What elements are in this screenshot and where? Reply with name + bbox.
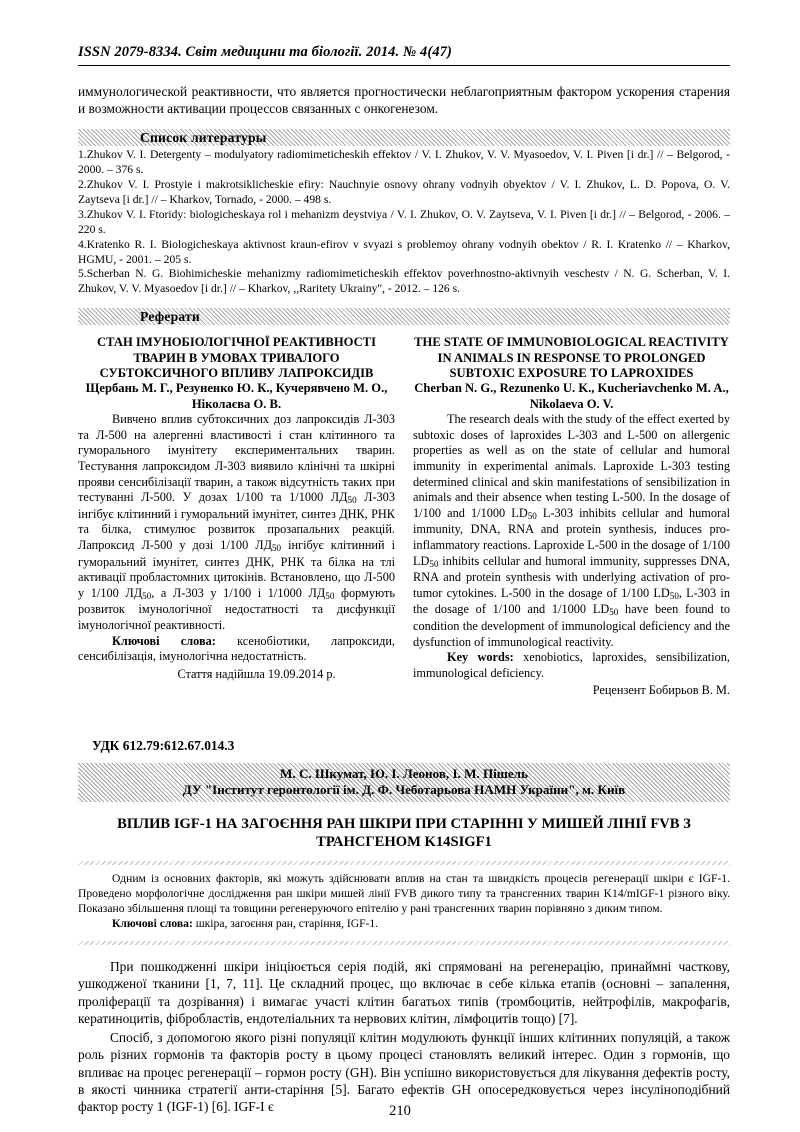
running-head-rule: [78, 65, 730, 66]
abstract-body-en-p1: The research deals with the study of the effect exerted by subtoxic doses of laproxides L-303 and L-500 on allergenic properties as well as on the state of cellular and humoral immunity in experimental animals. Laproxide L-303 testing determined clinical and skin manifestations of sensibilization in animals and their absence when testing L-500. In the dosage of 1/100 and 1/1000 LD: [413, 412, 730, 520]
intro-paragraph: иммунологической реактивности, что является прогностически неблагоприятным фактором ускорения старения и возможности активации процессов связанных с онкогенезом.: [78, 84, 730, 117]
page-number: 210: [389, 1103, 411, 1119]
abstract-body-en-p5: have been found to condition the development of immunological deficiency and the dysfunction of immunological reactivity.: [413, 602, 730, 649]
abstract-title-en: THE STATE OF IMMUNOBIOLOGICAL REACTIVITY IN ANIMALS IN RESPONSE TO PROLONGED SUBTOXIC EXPOSURE TO LAPROXIDES: [414, 335, 729, 381]
article-body: [78, 958, 730, 1116]
abstract-body-en-p2: L-303 inhibits cellular and humoral immunity, DNA, RNA and protein synthesis, induces pro-inflammatory reactions. Laproxide L-500 in the dosage of 1/100 LD: [413, 505, 730, 568]
article-affiliation: ДУ "Інститут геронтології ім. Д. Ф. Чеботарьова НАМН України", м. Київ: [182, 781, 626, 797]
article-keywords-label: Ключові слова:: [112, 916, 193, 930]
abstract-received-date: Стаття надійшла 19.09.2014 р.: [177, 666, 336, 681]
abstract-sub-ua-4: 50: [325, 590, 335, 601]
abstract-body-ua-p1: Вивчено вплив субтоксичних доз лапроксидів Л-303 та Л-500 на алергенні властивості і стан клітинного та гуморального імунітету експериментальних тварин. Тестування лапроксидом Л-303 виявило клінічні та шкірні прояви сенсибілізації тварин, а також відсутність таких при тестуванні Л-500. У дозах 1/100 та 1/1000 ЛД: [78, 412, 395, 505]
abstract-body-ua-p5: формують розвиток імунологічної недостатності та дисфункції імунологічної реактивності.: [78, 585, 395, 632]
abstract-sub-ua-3: 50: [142, 590, 152, 601]
abstracts-heading-bar: [78, 308, 730, 325]
abstract-authors-ua: Щербань М. Г., Резуненко Ю. К., Кучерявчено М. О., Ніколаєва О. В.: [85, 381, 388, 411]
abstract-body-ua-p4: , а Л-303 у 1/100 і 1/1000 ЛД: [151, 585, 326, 600]
abstract-sub-en-1: 50: [527, 510, 537, 521]
reference-item: 2.Zhukov V. I. Prostyie i makrotsiklicheskie efiry: Nauchnyie osnovy ohrany vodnyih obyektov / V. I. Zhukov, L. D. Popova, O. V. Zaytseva [i dr.] // – Kharkov, Tornado, - 2000. – 498 s.: [78, 177, 730, 206]
divider-top: [78, 861, 730, 865]
article-keywords-text: шкіра, загоєння ран, старіння, IGF-1.: [192, 916, 379, 930]
abstract-body-ua: [78, 412, 395, 633]
abstract-body-ua-p2: Л-303 інгібує клітинний і гуморальний імунітет, синтез ДНК, РНК та білка, стимулює розвиток прозапальних реакцій. Лапроксид Л-500 у дозі 1/100 ЛД: [78, 490, 395, 552]
abstract-title-ua: СТАН ІМУНОБІОЛОГІЧНОЇ РЕАКТИВНОСТІ ТВАРИН В УМОВАХ ТРИВАЛОГО СУБТОКСИЧНОГО ВПЛИВУ ЛАПРОКСИДІВ: [97, 335, 376, 381]
abstract-sub-ua-1: 50: [347, 495, 357, 506]
abstract-sub-ua-2: 50: [271, 543, 282, 553]
abstracts-heading-label: Реферати: [140, 309, 200, 325]
abstract-body-en-p3: inhibits cellular and humoral immunity, suppresses DNA, RNA and protein synthesis with underlying activation of pro-tumor cytokines. L-500 in the dosage of 1/100 LD: [413, 553, 730, 600]
abstract-keywords-label-en: Key words:: [447, 650, 514, 665]
article-paragraph-2: Спосіб, з допомогою якого різні популяції клітин модулюють функції інших клітинних популяцій, а також роль різних гормонів та факторів росту в цьому процесі становлять великий інтерес. Один з гормонів, що впливає на процес регенерації – гормон росту (GH). Він успішно використовується для лікування дефектів росту, в якості чинника стратегії анти-старіння [5]. Багато ефектів GH опосередковується через інсуліноподібний фактор росту 1 (IGF-1) [6]. IGF-I є: [78, 1029, 730, 1115]
abstract-authors-en: Cherban N. G., Rezunenko U. K., Kucheriavchenko M. A., Nikolaeva O. V.: [414, 381, 729, 411]
abstract-body-ua-p3: інгібує клітинний і гуморальний імунітет, синтез ДНК, РНК та білка на тлі активації пробластомних цитокінів. Встановлено, що Л-500 у 1/100 ЛД: [78, 538, 396, 600]
reference-item: 5.Scherban N. G. Biohimicheskie mehanizmy radiomimeticheskih effektov poverhnostno-aktivnyih veschestv / N. G. Scherban, V. I. Zhukov, V. V. Myasoedov [i dr.] // – Kharkov, ,,Raritety Ukrainy", - 2012. – 126 s.: [78, 267, 730, 296]
udk-code: УДК 612.79:612.67.014.3: [92, 737, 235, 753]
abstract-keywords-label-ua: Ключові слова:: [112, 633, 216, 648]
abstract-keywords-text-ua: ксенобіотики, лапроксиди, сенсибілізація, імунологічна недостатність.: [78, 633, 395, 664]
abstract-column-english: [413, 335, 730, 710]
references-heading-label: Список литературы: [140, 129, 267, 145]
abstracts-columns: [78, 335, 730, 710]
reference-item: 4.Kratenko R. I. Biologicheskaya aktivnost kraun-efirov v svyazi s problemoy ohrany vodnyih obektov / R. I. Kratenko // – Kharkov, HGMU, - 2001. – 205 s.: [78, 237, 730, 266]
abstract-sub-en-3: 50: [669, 590, 679, 601]
abstract-reviewer: Рецензент Бобирьов В. М.: [592, 683, 730, 698]
article-keywords: [78, 916, 730, 931]
reference-list: [78, 148, 730, 298]
abstract-sub-en-4: 50: [609, 607, 619, 618]
article-author-bar: [78, 763, 730, 802]
article-paragraph-1: При пошкодженні шкіри ініціюється серія подій, які спрямовані на регенерацію, принаймні часткову, ушкодженої тканини [1, 7, 11]. Це складний процес, що включає в себе кілька етапів (основні – запалення, проліферації та дозрівання) і вимагає участі клітин багатьох типів (тромбоцитів, нейтрофілів, макрофагів, кератиноцитів, фібробластів, ендотеліальних та нервових клітин, лімфоцитів тощо) [7].: [78, 959, 730, 1027]
abstract-body-en: [413, 412, 730, 650]
article-authors: М. С. Шкумат, Ю. І. Леонов, І. М. Пішель: [280, 765, 528, 781]
abstract-body-en-p4: , L-303 in the dosage of 1/100 and 1/1000 LD: [413, 585, 730, 617]
abstract-keywords-en: [413, 650, 730, 681]
abstract-sub-en-2: 50: [429, 558, 439, 569]
abstract-column-ukrainian: [78, 335, 395, 710]
article-title: ВПЛИВ IGF-1 НА ЗАГОЄННЯ РАН ШКІРИ ПРИ СТАРІННІ У МИШЕЙ ЛІНІЇ FVB З ТРАНСГЕНОМ K14SIGF1: [117, 815, 691, 850]
abstract-keywords-text-en: xenobiotics, laproxides, sensibilization, immunological deficiency.: [413, 650, 731, 680]
references-heading-bar: [78, 129, 730, 146]
running-head: ISSN 2079-8334. Світ медицини та біології. 2014. № 4(47): [78, 44, 452, 60]
reference-item: 3.Zhukov V. I. Ftoridy: biologicheskaya rol i mehanizm deystviya / V. I. Zhukov, O. V. Zaytseva, V. I. Piven [i dr.] // – Belgorod, - 2006. – 220 s.: [78, 207, 730, 236]
reference-item: 1.Zhukov V. I. Detergenty – modulyatory radiomimeticheskih effektov / V. I. Zhukov, V. V. Myasoedov, V. I. Piven [i dr.] // – Belgorod, - 2000. – 376 s.: [78, 147, 730, 176]
divider-bottom: [78, 941, 730, 945]
article-summary: Одним із основних факторів, які можуть здійснювати вплив на стан та швидкість процесів регенерації шкіри є IGF-1. Проведено морфологічне дослідження ран шкіри мишей лінії FVB дикого типу та трансгенних тварин K14/mIGF-1 різного віку. Показано збільшення площі та товщини регенеруючого епітелію у рані трансгенних тварин порівняно з диким типом.: [78, 871, 730, 915]
abstract-keywords-ua: [78, 634, 395, 665]
